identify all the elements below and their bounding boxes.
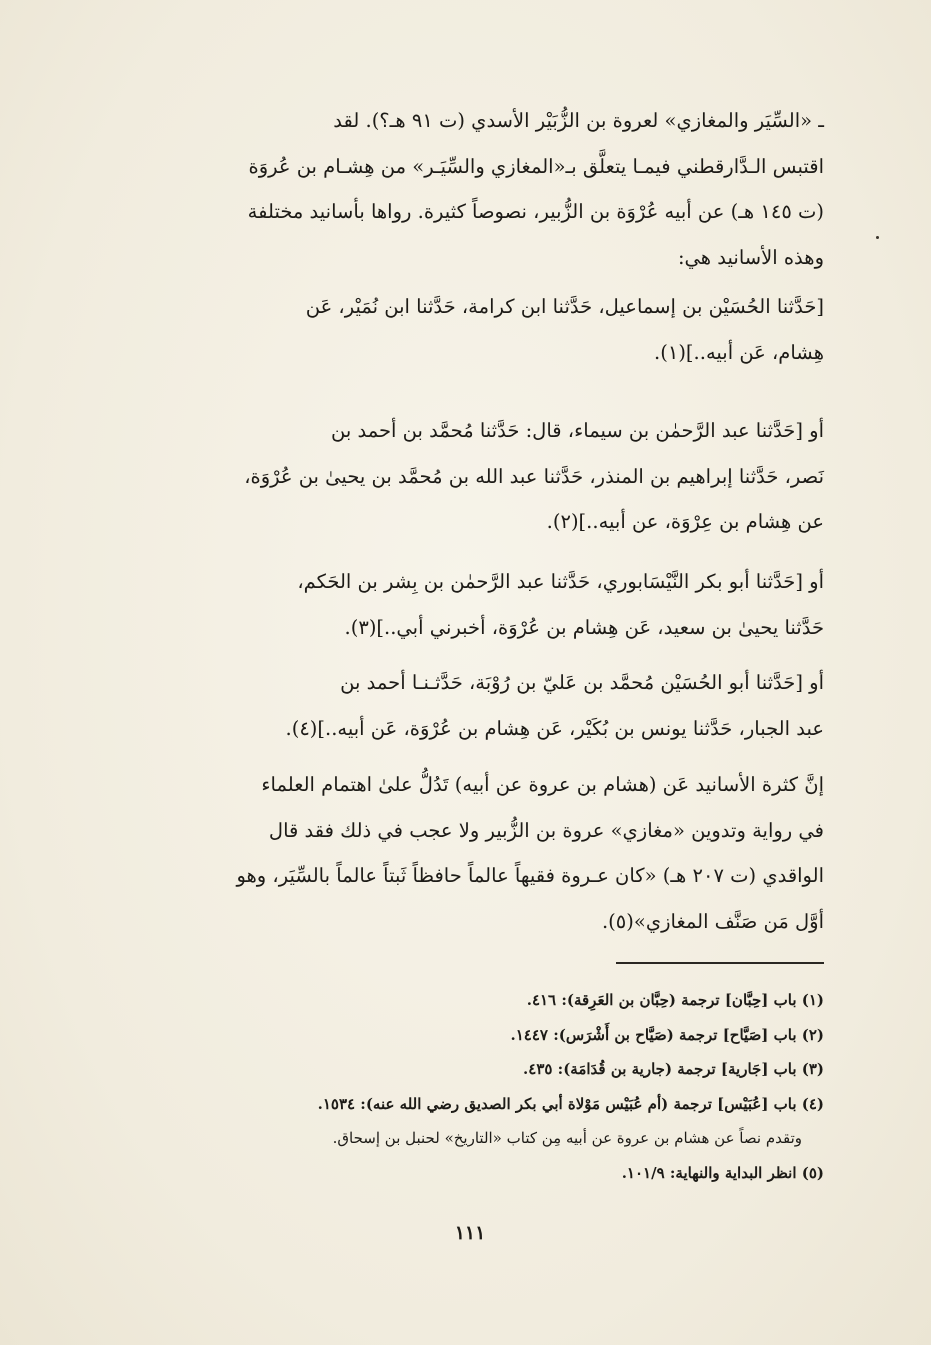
text-line: في رواية وتدوين «مغازي» عروة بن الزُّبير ولا عجب في ذلك فقد قال <box>268 818 824 842</box>
text-line: وهذه الأسانيد هي: <box>677 245 824 269</box>
paragraph-isnad-2 <box>136 408 824 545</box>
footnote-item: (٤) باب [عُبَيْس] ترجمة (أم عُبَيْس مَوْلاة أبي بكر الصديق رضي الله عنه): ١٥٣٤. <box>317 1094 824 1113</box>
text-line: هِشام، عَن أبيه..](١). <box>654 340 824 364</box>
text-line: إنَّ كثرة الأسانيد عَن (هشام بن عروة عن أبيه) تَدُلُّ علىٰ اهتمام العلماء <box>261 773 824 796</box>
text-line: أو [حَدَّثنا أبو الحُسَيْن مُحمَّد بن عَليّ بن رُوْبَة، حَدَّثـنـا أحمد بن <box>340 671 824 694</box>
footnote-continuation: وتقدم نصاً عن هشام بن عروة عن أبيه مِن كتاب «التاريخ» لحنبل بن إسحاق. <box>332 1129 802 1147</box>
paragraph-isnad-1 <box>136 284 824 375</box>
paragraph-isnad-4 <box>136 660 824 751</box>
text-line: [حَدَّثنا الحُسَيْن بن إسماعيل، حَدَّثنا ابن كرامة، حَدَّثنا ابن نُمَيْر، عَن <box>305 295 824 318</box>
text-line: عبد الجبار، حَدَّثنا يونس بن بُكَيْر، عَن هِشام بن عُرْوَة، عَن أبيه..](٤). <box>285 716 824 740</box>
text-line: أوَّل مَن صَنَّف المغازي»(٥). <box>601 909 824 933</box>
text-line: (ت ١٤٥ هـ) عن أبيه عُرْوَة بن الزُّبير، نصوصاً كثيرة. رواها بأسانيد مختلفة <box>247 200 824 223</box>
text-line: الواقدي (ت ٢٠٧ هـ) «كان عـروة فقيهاً عالماً حافظاً ثَبتاً عالماً بالسِّيَر، وهو <box>236 864 824 887</box>
text-line: عن هِشام بن عِرْوَة، عن أبيه..](٢). <box>546 510 824 533</box>
paragraph-siyar-maghazi <box>136 98 824 280</box>
text-line: أو [حَدَّثنا عبد الرَّحمٰن بن سيماء، قال: حَدَّثنا مُحمَّد بن أحمد بن <box>331 419 824 442</box>
paragraph-conclusion <box>136 762 824 944</box>
text-line: اقتبس الـدَّارقطني فيمـا يتعلَّق بـ«المغازي والسِّيَـر» من هِشـام بن عُروَة <box>248 154 824 178</box>
footnote-item: (١) باب [حِبَّان] ترجمة (حِبَّان بن العَرِقة): ٤١٦. <box>526 991 824 1009</box>
page-number: ١١١ <box>454 1222 486 1244</box>
text-line: نَصر، حَدَّثنا إبراهيم بن المنذر، حَدَّثنا عبد الله بن مُحمَّد بن يحيىٰ بن عُرْوَة، <box>244 464 824 488</box>
footnotes-list <box>150 983 824 1190</box>
footnote-separator <box>616 962 824 964</box>
paper-speck <box>876 236 879 239</box>
text-line: ـ «السِّيَر والمغازي» لعروة بن الزُّبَيْر الأسدي (ت ٩١ هـ؟). لقد <box>333 109 824 132</box>
footnote-item: (٢) باب [صَيَّاح] ترجمة (صَيَّاح بن أَشْرَس): ١٤٤٧. <box>510 1025 824 1044</box>
paragraph-isnad-3 <box>136 559 824 650</box>
text-line: حَدَّثنا يحيىٰ بن سعيد، عَن هِشام بن عُرْوَة، أخبرني أبي..](٣). <box>344 615 824 639</box>
text-line: أو [حَدَّثنا أبو بكر النَّيْسَابوري، حَدَّثنا عبد الرَّحمٰن بن بِشر بن الحَكم، <box>297 570 824 593</box>
footnote-item: (٥) انظر البداية والنهاية: ١٠١/٩. <box>621 1163 824 1182</box>
footnote-item: (٣) باب [جَارية] ترجمة (جارية بن قُدَامَة): ٤٣٥. <box>523 1060 824 1078</box>
